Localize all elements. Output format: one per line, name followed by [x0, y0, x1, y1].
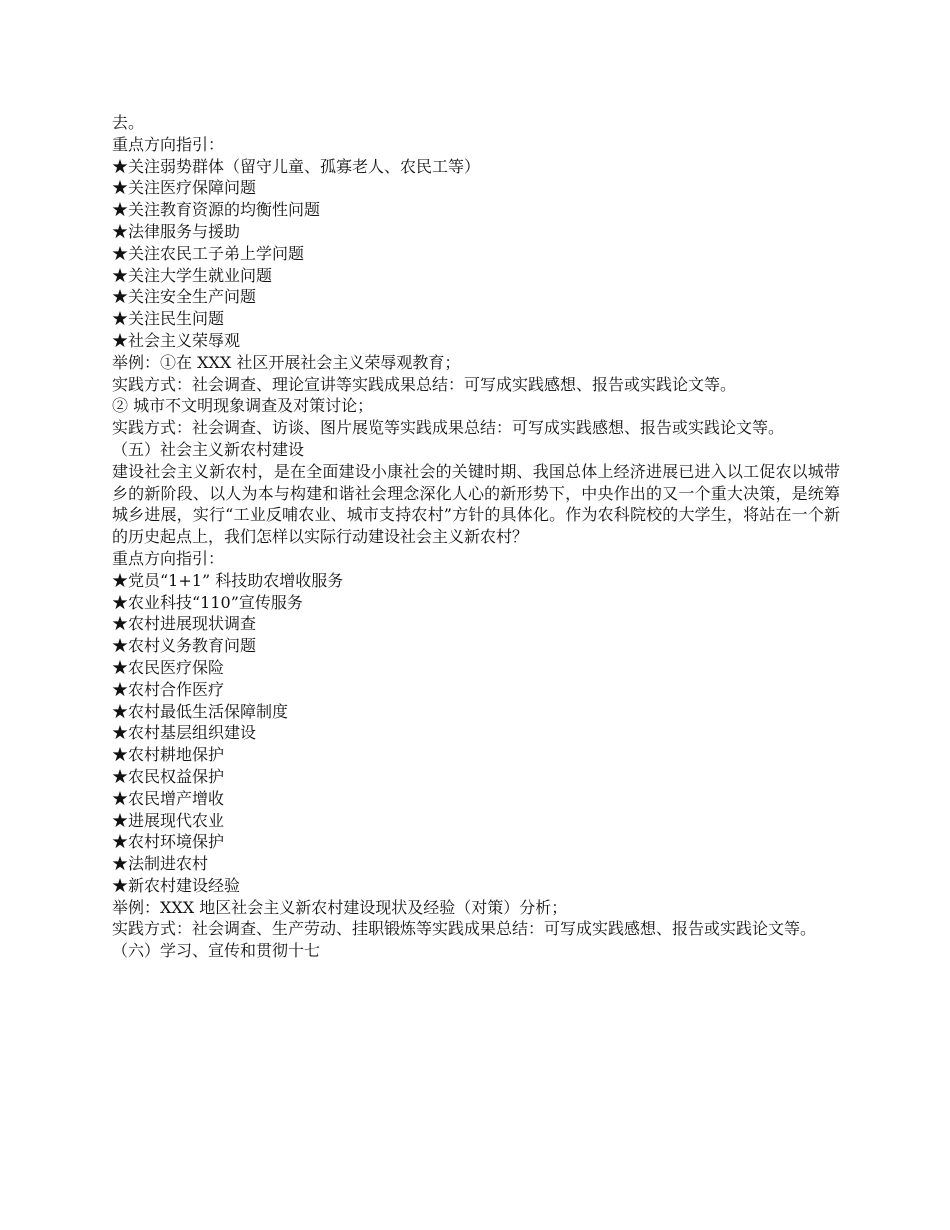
- bullet-item: ★农村合作医疗: [112, 679, 225, 699]
- bullet-item: ★农村基层组织建设: [112, 723, 257, 743]
- practice-method-paragraph: 实践方式：社会调查、访谈、图片展览等实践成果总结：可写成实践感想、报告或实践论文等。: [112, 418, 785, 438]
- example-line: ② 城市不文明现象调查及对策讨论；: [112, 396, 374, 416]
- bullet-item: ★党员“1+1” 科技助农增收服务: [112, 570, 344, 590]
- example-line: 举例：XXX 地区社会主义新农村建设现状及经验（对策）分析；: [112, 897, 568, 917]
- bullet-item: ★农村进展现状调查: [112, 614, 257, 634]
- text-line-0: 去。: [112, 113, 145, 132]
- bullet-item: ★关注大学生就业问题: [112, 265, 273, 285]
- bullet-item: ★新农村建设经验: [112, 875, 241, 895]
- bullet-item: ★农业科技“110”宣传服务: [112, 592, 303, 612]
- bullet-item: ★关注民生问题: [112, 309, 225, 329]
- section-heading-6: （六）学习、宣传和贯彻十七: [112, 941, 321, 961]
- practice-method-line: 实践方式：社会调查、理论宣讲等实践成果总结：可写成实践感想、报告或实践论文等。: [112, 374, 737, 394]
- bullet-item: ★法制进农村: [112, 854, 209, 874]
- bullet-item: ★农民增产增收: [112, 788, 225, 808]
- bullet-item: ★社会主义荣辱观: [112, 330, 241, 350]
- bullet-item: ★农民医疗保险: [112, 657, 225, 677]
- example-line: 举例：①在 XXX 社区开展社会主义荣辱观教育；: [112, 352, 461, 372]
- bullet-item: ★农民权益保护: [112, 766, 225, 786]
- body-paragraph: 建设社会主义新农村，是在全面建设小康社会的关键时期、我国总体上经济进展已进入以工促农以城带乡的新阶段、以人为本与构建和谐社会理念深化人心的新形势下，中央作出的又一个重大决策，是统筹城乡进展，实行“工业反哺农业、城市支持农村”方针的具体化。作为农科院校的大学生，将站在一个新的历史起点上，我们怎样以实际行动建设社会主义新农村？: [112, 461, 840, 547]
- practice-method-paragraph: 实践方式：社会调查、生产劳动、挂职锻炼等实践成果总结：可写成实践感想、报告或实践论文等。: [112, 919, 817, 939]
- bullet-item: ★进展现代农业: [112, 810, 225, 830]
- document-page: [112, 112, 840, 962]
- bullet-item: ★法律服务与援助: [112, 221, 241, 241]
- bullet-item: ★农村耕地保护: [112, 745, 225, 765]
- bullet-item: ★农村义务教育问题: [112, 636, 257, 656]
- bullet-item: ★农村环境保护: [112, 832, 225, 852]
- section-label-focus-1: 重点方向指引：: [112, 134, 225, 154]
- bullet-item: ★关注弱势群体（留守儿童、孤寡老人、农民工等）: [112, 156, 481, 176]
- bullet-item: ★关注医疗保障问题: [112, 178, 257, 198]
- section-label-focus-2: 重点方向指引：: [112, 548, 225, 568]
- section-heading-5: （五）社会主义新农村建设: [112, 439, 305, 459]
- bullet-item: ★关注安全生产问题: [112, 287, 257, 307]
- bullet-item: ★关注教育资源的均衡性问题: [112, 200, 321, 220]
- bullet-item: ★关注农民工子弟上学问题: [112, 243, 305, 263]
- bullet-item: ★农村最低生活保障制度: [112, 701, 289, 721]
